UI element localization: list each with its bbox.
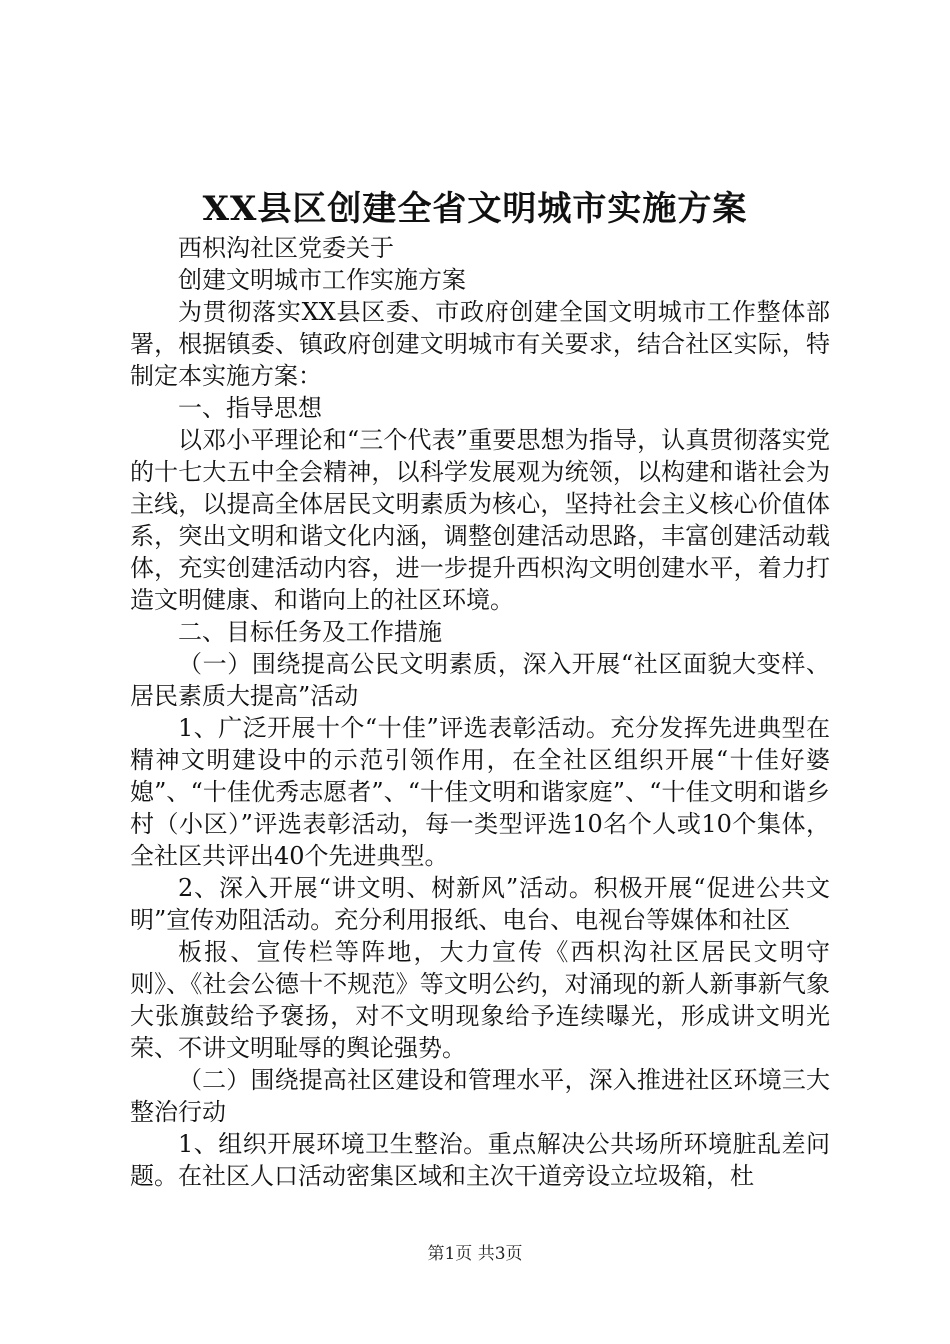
paragraph-org-line: 西枳沟社区党委关于 (178, 234, 394, 262)
paragraph-guiding-thought: 以邓小平理论和“三个代表”重要思想为指导，认真贯彻落实党的十七大五中全会精神，以科学发展观为统领，以构建和谐社会为主线，以提高全体居民文明素质为核心，坚持社会主义核心价值体系，突出文明和谐文化内涵，调整创建活动思路，丰富创建活动载体，充实创建活动内容，进一步提升西枳沟文明创建水平，着力打造文明健康、和谐向上的社区环境。 (130, 426, 830, 614)
paragraph-item-1-2: 2、深入开展“讲文明、树新风”活动。积极开展“促进公共文明”宣传劝阻活动。充分利用报纸、电台、电视台等媒体和社区 (130, 874, 830, 934)
paragraph-item-2-1: 1、组织开展环境卫生整治。重点解决公共场所环境脏乱差问题。在社区人口活动密集区域和主次干道旁设立垃圾箱，杜 (130, 1130, 830, 1190)
subsection-heading-2: （二）围绕提高社区建设和管理水平，深入推进社区环境三大整治行动 (130, 1066, 830, 1126)
subsection-heading-1: （一）围绕提高公民文明素质，深入开展“社区面貌大变样、居民素质大提高”活动 (130, 650, 830, 710)
paragraph-item-1-2-cont: 板报、宣传栏等阵地，大力宣传《西枳沟社区居民文明守则》、《社会公德十不规范》等文明公约，对涌现的新人新事新气象大张旗鼓给予褒扬，对不文明现象给予连续曝光，形成讲文明光荣、不讲文明耻辱的舆论强势。 (130, 938, 830, 1062)
paragraph-item-1-1: 1、广泛开展十个“十佳”评选表彰活动。充分发挥先进典型在精神文明建设中的示范引领作用，在全社区组织开展“十佳好婆媳”、“十佳优秀志愿者”、“十佳文明和谐家庭”、“十佳文明和谐乡村（小区）”评选表彰活动，每一类型评选10名个人或10个集体，全社区共评出40个先进典型。 (130, 714, 830, 870)
section-heading-guiding-thought: 一、指导思想 (178, 394, 322, 422)
paragraph-subtitle-line: 创建文明城市工作实施方案 (178, 266, 466, 294)
paragraph-intro: 为贯彻落实XX县区委、市政府创建全国文明城市工作整体部署，根据镇委、镇政府创建文明城市有关要求，结合社区实际，特制定本实施方案： (130, 298, 830, 390)
document-title: XX县区创建全省文明城市实施方案 (202, 189, 748, 229)
document-body (130, 232, 830, 1192)
section-heading-goals: 二、目标任务及工作措施 (178, 618, 442, 646)
page-number-footer: 第1页 共3页 (427, 1244, 523, 1264)
